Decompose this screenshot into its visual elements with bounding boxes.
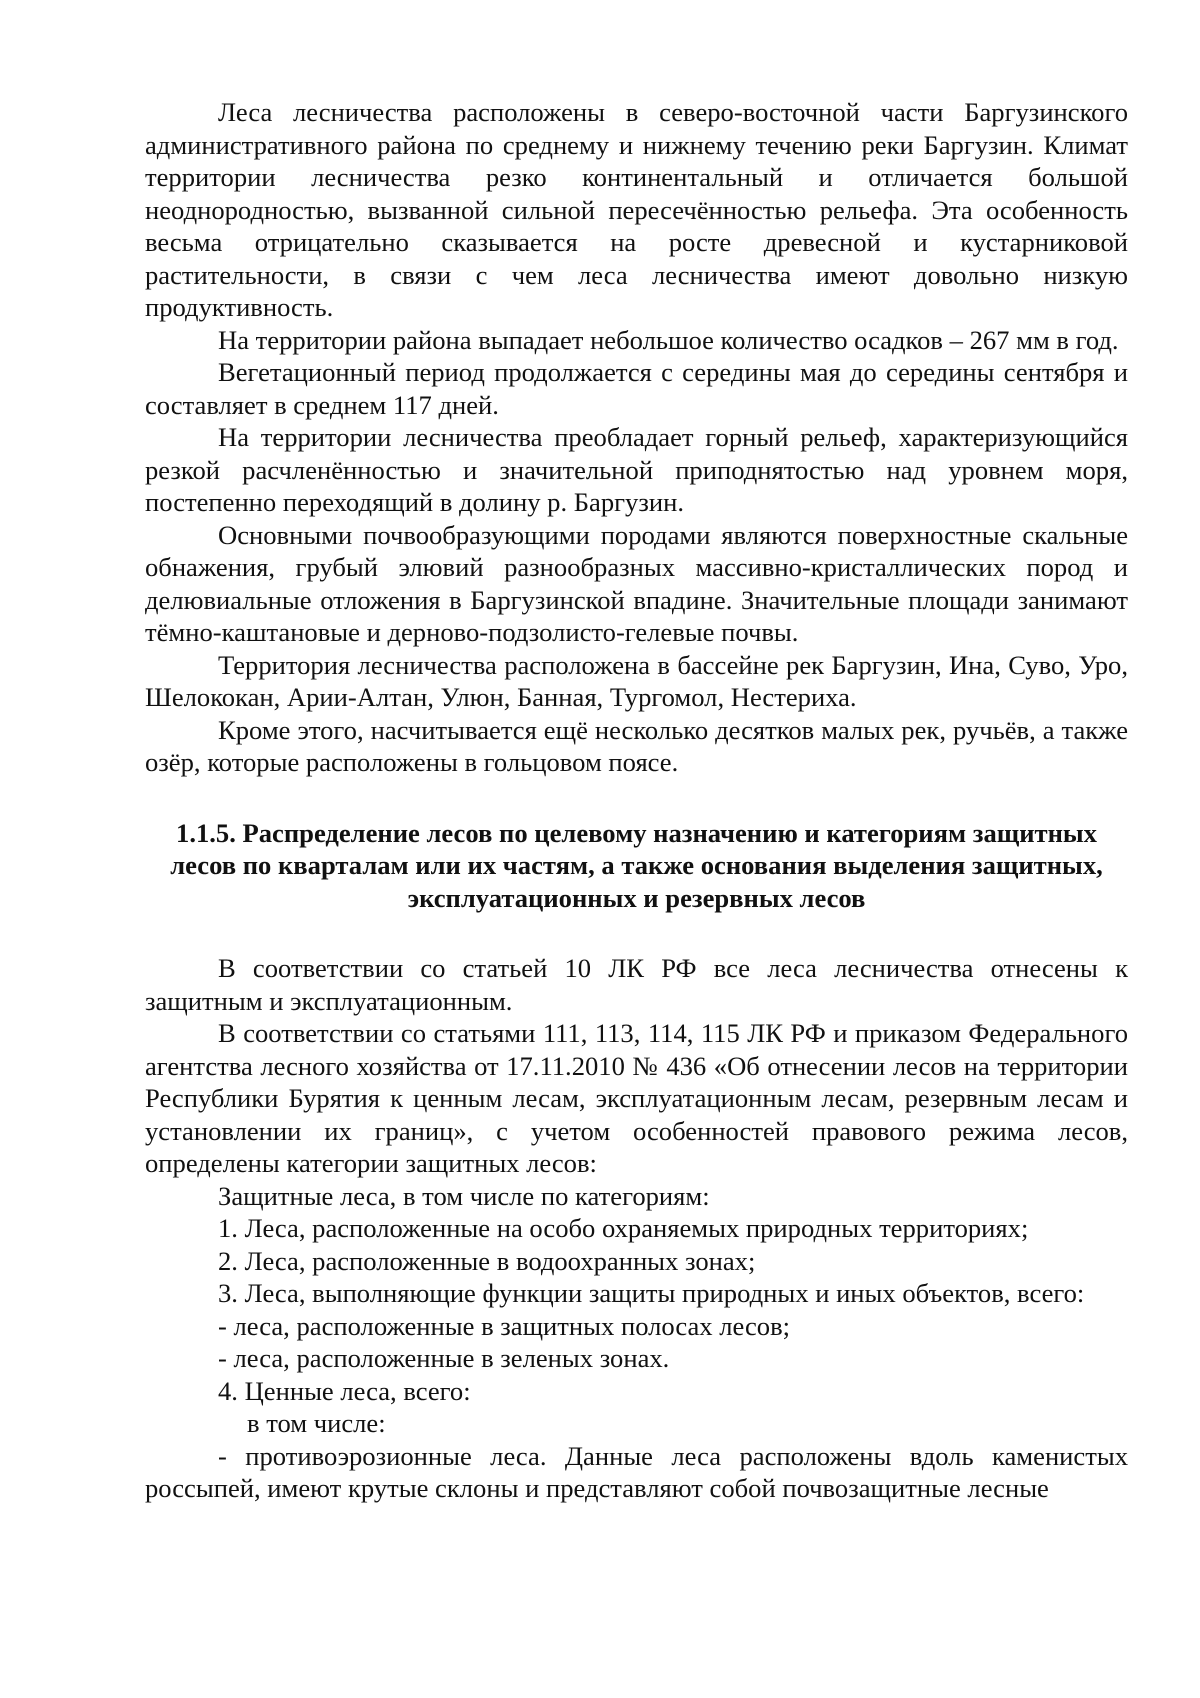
- list-item-protection-functions: 3. Леса, выполняющие функции защиты природных и иных объектов, всего:: [218, 1278, 1085, 1308]
- paragraph-anti-erosion: - противоэрозионные леса. Данные леса расположены вдоль каменистых россыпей, имеют крутые склоны и представляют собой почвозащитные лесные: [145, 1440, 1128, 1503]
- section-heading: 1.1.5. Распределение лесов по целевому назначению и категориям защитных лесов по кварталам или их частям, а также основания выделения защитных, эксплуатационных и резервных лесов: [170, 817, 1103, 913]
- sub-label-including: в том числе:: [247, 1408, 386, 1438]
- list-item-green-zones: - леса, расположенные в зеленых зонах.: [218, 1343, 670, 1373]
- paragraph-precipitation: На территории района выпадает небольшое количество осадков – 267 мм в год.: [218, 324, 1119, 355]
- paragraph-article-10: В соответствии со статьей 10 ЛК РФ все леса лесничества отнесены к защитным и эксплуатационным.: [145, 953, 1128, 1016]
- document-page: [145, 96, 1128, 1505]
- paragraph-relief: На территории лесничества преобладает горный рельеф, характеризующийся резкой расчленённостью и значительной приподнятостью над уровнем моря, постепенно переходящий в долину р. Баргузин.: [145, 422, 1128, 517]
- list-item-protective-strips: - леса, расположенные в защитных полосах лесов;: [218, 1310, 791, 1341]
- list-item-valuable-forests: 4. Ценные леса, всего:: [218, 1375, 471, 1406]
- paragraph-vegetation-period: Вегетационный период продолжается с середины мая до середины сентября и составляет в среднем 117 дней.: [145, 357, 1128, 420]
- paragraph-articles-111-115: В соответствии со статьями 111, 113, 114, 115 ЛК РФ и приказом Федерального агентства лесного хозяйства от 17.11.2010 № 436 «Об отнесении лесов на территории Республики Бурятия к ценным лесам, эксплуатационным лесам, резервным лесам и установлении их границ», с учетом особенностей правового режима лесов, определены категории защитных лесов:: [145, 1018, 1128, 1178]
- list-item-protected-territories: 1. Леса, расположенные на особо охраняемых природных территориях;: [218, 1213, 1029, 1243]
- paragraph-forest-location: Леса лесничества расположены в северо-восточной части Баргузинского административного района по среднему и нижнему течению реки Баргузин. Климат территории лесничества резко континентальный и отличается большой неоднородностью, вызванной сильной пересечённостью рельефа. Эта особенность весьма отрицательно сказывается на росте древесной и кустарниковой растительности, в связи с чем леса лесничества имеют довольно низкую продуктивность.: [145, 97, 1128, 322]
- paragraph-protective-categories: Защитные леса, в том числе по категориям:: [218, 1180, 710, 1211]
- paragraph-soils: Основными почвообразующими породами являются поверхностные скальные обнажения, грубый элювий разнообразных массивно-кристаллических пород и делювиальные отложения в Баргузинской впадине. Значительные площади занимают тёмно-каштановые и дерново-подзолисто-гелевые почвы.: [145, 519, 1128, 647]
- paragraph-rivers: Территория лесничества расположена в бассейне рек Баргузин, Ина, Суво, Уро, Шелококан, Арии-Алтан, Улюн, Банная, Тургомол, Нестериха.: [145, 649, 1128, 712]
- list-item-water-protection: 2. Леса, расположенные в водоохранных зонах;: [218, 1245, 756, 1276]
- paragraph-small-rivers: Кроме этого, насчитывается ещё несколько десятков малых рек, ручьёв, а также озёр, которые расположены в гольцовом поясе.: [145, 714, 1128, 777]
